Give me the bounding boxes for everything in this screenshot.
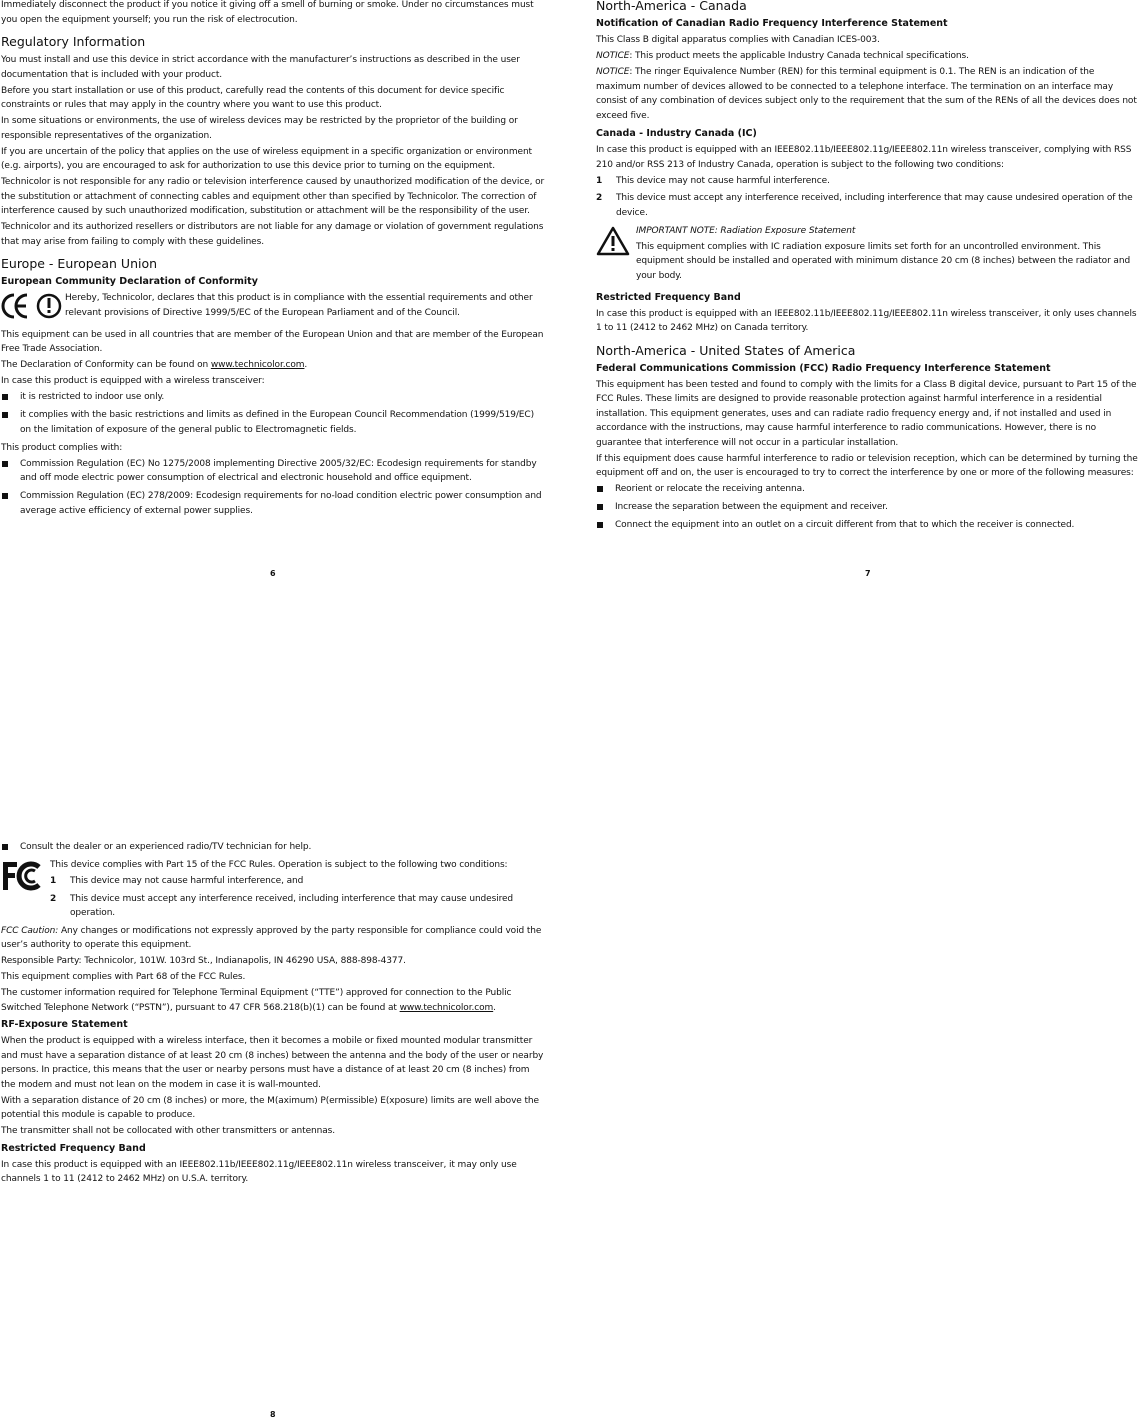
reg-paragraph: Technicolor is not responsible for any radio or television interference caused by unauthorized modification of the device, or the substitution or attachment of connecting cables and equipment other than specified by Technicolor. The correction of interference caused by such unauthorized modification, substitution or attachment will be the responsibility of the user. bbox=[1, 177, 545, 216]
list-item bbox=[1, 408, 546, 439]
list-item bbox=[50, 892, 546, 923]
ce-declaration-text: Hereby, Technicolor, declares that this product is in compliance with the essential requirements and other relevant provisions of Directive 1999/5/EC of the European Parliament and of the Council. bbox=[65, 293, 533, 318]
warning-title: IMPORTANT NOTE: Radiation Exposure Statement bbox=[636, 225, 856, 236]
page-8 bbox=[1, 840, 546, 1188]
list-item bbox=[596, 174, 1138, 190]
list-item-text: Reorient or relocate the receiving antenna. bbox=[615, 484, 805, 494]
tte-suffix: . bbox=[493, 1002, 496, 1013]
bullet-icon bbox=[597, 486, 603, 492]
list-item bbox=[1, 457, 546, 488]
reg-paragraph: If you are uncertain of the policy that applies on the use of wireless equipment in a specific organization or environment (e.g. airports), you are encouraged to ask for authorization to use this device prior to turning on the equipment. bbox=[1, 146, 532, 171]
reg-paragraph: Technicolor and its authorized resellers or distributors are not liable for any damage or violation of government regulations that may arise from failing to comply with these guidelines. bbox=[1, 222, 544, 247]
fcc-block bbox=[1, 858, 546, 924]
warning-triangle-icon bbox=[596, 226, 630, 256]
bullet-icon bbox=[2, 394, 8, 400]
fcc-paragraph: This equipment has been tested and found to comply with the limits for a Class B digital device, pursuant to Part 15 of the FCC Rules. These limits are designed to provide reasonable protection against harmful interference in a residential installation. This equipment generates, uses and can radiate radio frequency energy and, if not installed and used in accordance with the instructions, may cause harmful interference to radio communications. However, there is no guarantee that interference will not occur in a particular installation. bbox=[596, 379, 1137, 448]
tte-text: The customer information required for Telephone Terminal Equipment (“TTE”) approved for connection to the Public Switched Telephone Network (“PSTN”), pursuant to 47 CFR 568.218(b)(1) can be found at bbox=[1, 988, 512, 1013]
responsible-party: Responsible Party: Technicolor, 101W. 103rd St., Indianapolis, IN 46290 USA, 888-898-4377. bbox=[1, 956, 406, 966]
warning-text: This equipment complies with IC radiation exposure limits set forth for an uncontrolled environment. This equipment should be installed and operated with minimum distance 20 cm (8 inches) between the radiator and your body. bbox=[636, 241, 1131, 281]
list-item bbox=[1, 840, 546, 856]
notice-label: NOTICE bbox=[596, 67, 630, 77]
ce-mark-icon bbox=[1, 292, 63, 320]
declaration-line bbox=[1, 358, 546, 373]
technicolor-link[interactable]: www.technicolor.com bbox=[210, 360, 305, 370]
declaration-suffix: . bbox=[304, 360, 308, 370]
part-68-statement: This equipment complies with Part 68 of the FCC Rules. bbox=[1, 972, 246, 982]
complies-intro: This product complies with: bbox=[1, 442, 123, 453]
list-number: 1 bbox=[50, 876, 57, 886]
regulatory-heading: Regulatory Information bbox=[1, 34, 146, 49]
warning-content bbox=[636, 224, 1138, 285]
bullet-icon bbox=[2, 493, 8, 499]
list-item bbox=[1, 390, 546, 406]
list-item-text: Increase the separation between the equipment and receiver. bbox=[615, 502, 888, 512]
caution-label: FCC Caution: bbox=[1, 925, 59, 936]
bullet-icon bbox=[2, 844, 8, 850]
notice-text: : This product meets the applicable Industry Canada technical specifications. bbox=[629, 51, 969, 61]
list-item-text: it complies with the basic restrictions and limits as defined in the European Council Recommendation (1999/519/EC) on the limitation of exposure of the general public to Electromagnetic fields. bbox=[20, 410, 534, 435]
list-item bbox=[596, 518, 1138, 534]
bullet-icon bbox=[2, 461, 8, 467]
list-item-text: Consult the dealer or an experienced radio/TV technician for help. bbox=[20, 842, 312, 852]
intro-warning: Immediately disconnect the product if you notice it giving off a smell of burning or smoke. Under no circumstances must you open the equipment yourself; you run the risk of electrocution. bbox=[1, 0, 534, 25]
wireless-intro: In case this product is equipped with a wireless transceiver: bbox=[1, 376, 265, 386]
usa-heading: North-America - United States of America bbox=[596, 342, 856, 358]
eu-heading: Europe - European Union bbox=[1, 256, 158, 271]
list-item-text: Commission Regulation (EC) No 1275/2008 implementing Directive 2005/32/EC: Ecodesign requirements for standby and off mode electric power consumption of electrical and electronic household and office equipment. bbox=[20, 458, 537, 483]
list-item-text: This device must accept any interference received, including interference that may cause undesired operation of the device. bbox=[616, 193, 1133, 218]
class-b-statement: This Class B digital apparatus complies with Canadian ICES-003. bbox=[596, 35, 880, 45]
list-number: 1 bbox=[596, 175, 603, 186]
ic-heading: Canada - Industry Canada (IC) bbox=[596, 128, 757, 139]
warning-block bbox=[596, 224, 1138, 285]
eu-paragraph: This equipment can be used in all countries that are member of the European Union and that are member of the European Free Trade Association. bbox=[1, 329, 544, 354]
canada-heading: North-America - Canada bbox=[596, 0, 747, 13]
list-item-text: Commission Regulation (EC) 278/2009: Ecodesign requirements for no-load condition electric power consumption and average active efficiency of external power supplies. bbox=[20, 491, 542, 516]
eu-subheading: European Community Declaration of Conformity bbox=[1, 276, 258, 287]
restricted-band-heading: Restricted Frequency Band bbox=[596, 291, 741, 303]
list-item-text: This device must accept any interference received, including interference that may cause undesired operation. bbox=[70, 893, 514, 918]
notice-text: : The ringer Equivalence Number (REN) for this terminal equipment is 0.1. The REN is an indication of the maximum number of devices allowed to be connected to a telephone interface. The termination on an interface may consist of any combination of devices subject only to the requirement that the sum of the RENs of all the devices does not exceed five. bbox=[596, 67, 1137, 121]
rf-paragraph: With a separation distance of 20 cm (8 inches) or more, the M(aximum) P(ermissible) E(xposure) limits are well above the potential this module is capable to produce. bbox=[1, 1095, 539, 1120]
page-6 bbox=[1, 0, 546, 522]
list-item-text: This device may not cause harmful interference. bbox=[616, 175, 830, 186]
notice-1 bbox=[596, 49, 1138, 64]
list-item bbox=[50, 874, 546, 890]
rf-paragraph: The transmitter shall not be collocated with other transmitters or antennas. bbox=[1, 1126, 335, 1136]
rf-exposure-heading: RF-Exposure Statement bbox=[1, 1019, 128, 1030]
restricted-band-heading: Restricted Frequency Band bbox=[1, 1142, 146, 1154]
fcc-block-content bbox=[50, 858, 546, 924]
ic-paragraph: In case this product is equipped with an IEEE802.11b/IEEE802.11g/IEEE802.11n wireless transceiver, complying with RSS 210 and/or RSS 213 of Industry Canada, operation is subject to the following two conditions: bbox=[596, 145, 1132, 170]
bullet-icon bbox=[2, 412, 8, 418]
fcc-subheading: Federal Communications Commission (FCC) Radio Frequency Interference Statement bbox=[596, 362, 1051, 374]
page-number-8: 8 bbox=[270, 1410, 276, 1419]
declaration-text: The Declaration of Conformity can be found on bbox=[1, 360, 211, 370]
restricted-band-paragraph: In case this product is equipped with an IEEE802.11b/IEEE802.11g/IEEE802.11n wireless transceiver, it may only use channels 1 to 11 (2412 to 2462 MHz) on U.S.A. territory. bbox=[1, 1159, 517, 1184]
list-item-text: Connect the equipment into an outlet on a circuit different from that to which the receiver is connected. bbox=[615, 520, 1075, 530]
ce-block bbox=[1, 291, 546, 322]
list-item-text: This device may not cause harmful interference, and bbox=[70, 876, 304, 886]
bullet-icon bbox=[597, 504, 603, 510]
list-item bbox=[596, 191, 1138, 222]
list-number: 2 bbox=[596, 193, 603, 203]
rf-paragraph: When the product is equipped with a wireless interface, then it becomes a mobile or fixed mounted modular transmitter and must have a separation distance of at least 20 cm (8 inches) between the antenna and the body of the user or nearby persons. In practice, this means that the user or nearby persons must have a distance of at least 20 cm (8 inches) from the modem and must not lean on the modem in case it is wall-mounted. bbox=[1, 1036, 544, 1090]
reg-paragraph: You must install and use this device in strict accordance with the manufacturer’s instructions as described in the user documentation that is included with your product. bbox=[1, 55, 520, 80]
tte-paragraph bbox=[1, 986, 546, 1015]
fcc-intro: This device complies with Part 15 of the FCC Rules. Operation is subject to the following two conditions: bbox=[50, 860, 508, 870]
fcc-logo-icon bbox=[1, 859, 45, 893]
fcc-paragraph: If this equipment does cause harmful interference to radio or television reception, which can be determined by turning the equipment off and on, the user is encouraged to try to correct the interference by one or more of the following measures: bbox=[596, 453, 1138, 478]
list-item bbox=[596, 500, 1138, 516]
notice-2 bbox=[596, 65, 1138, 123]
page-number-6: 6 bbox=[270, 569, 276, 578]
notice-label: NOTICE bbox=[596, 51, 630, 61]
list-number: 2 bbox=[50, 893, 57, 904]
fcc-caution bbox=[1, 924, 546, 953]
reg-paragraph: In some situations or environments, the use of wireless devices may be restricted by the proprietor of the building or responsible representatives of the organization. bbox=[1, 116, 518, 141]
page-number-7: 7 bbox=[865, 569, 871, 578]
bullet-icon bbox=[597, 522, 603, 528]
technicolor-link[interactable]: www.technicolor.com bbox=[399, 1002, 494, 1013]
page-7 bbox=[596, 0, 1138, 536]
list-item bbox=[596, 482, 1138, 498]
caution-text: Any changes or modifications not expressly approved by the party responsible for compliance could void the user’s authority to operate this equipment. bbox=[1, 925, 542, 950]
list-item-text: it is restricted to indoor use only. bbox=[20, 392, 165, 402]
reg-paragraph: Before you start installation or use of this product, carefully read the contents of this document for device specific constraints or rules that may apply in the country where you want to use this product. bbox=[1, 85, 505, 110]
canada-subheading: Notification of Canadian Radio Frequency Interference Statement bbox=[596, 18, 948, 29]
restricted-band-paragraph: In case this product is equipped with an IEEE802.11b/IEEE802.11g/IEEE802.11n wireless transceiver, it only uses channels 1 to 11 (2412 to 2462 MHz) on Canada territory. bbox=[596, 308, 1137, 333]
list-item bbox=[1, 489, 546, 520]
